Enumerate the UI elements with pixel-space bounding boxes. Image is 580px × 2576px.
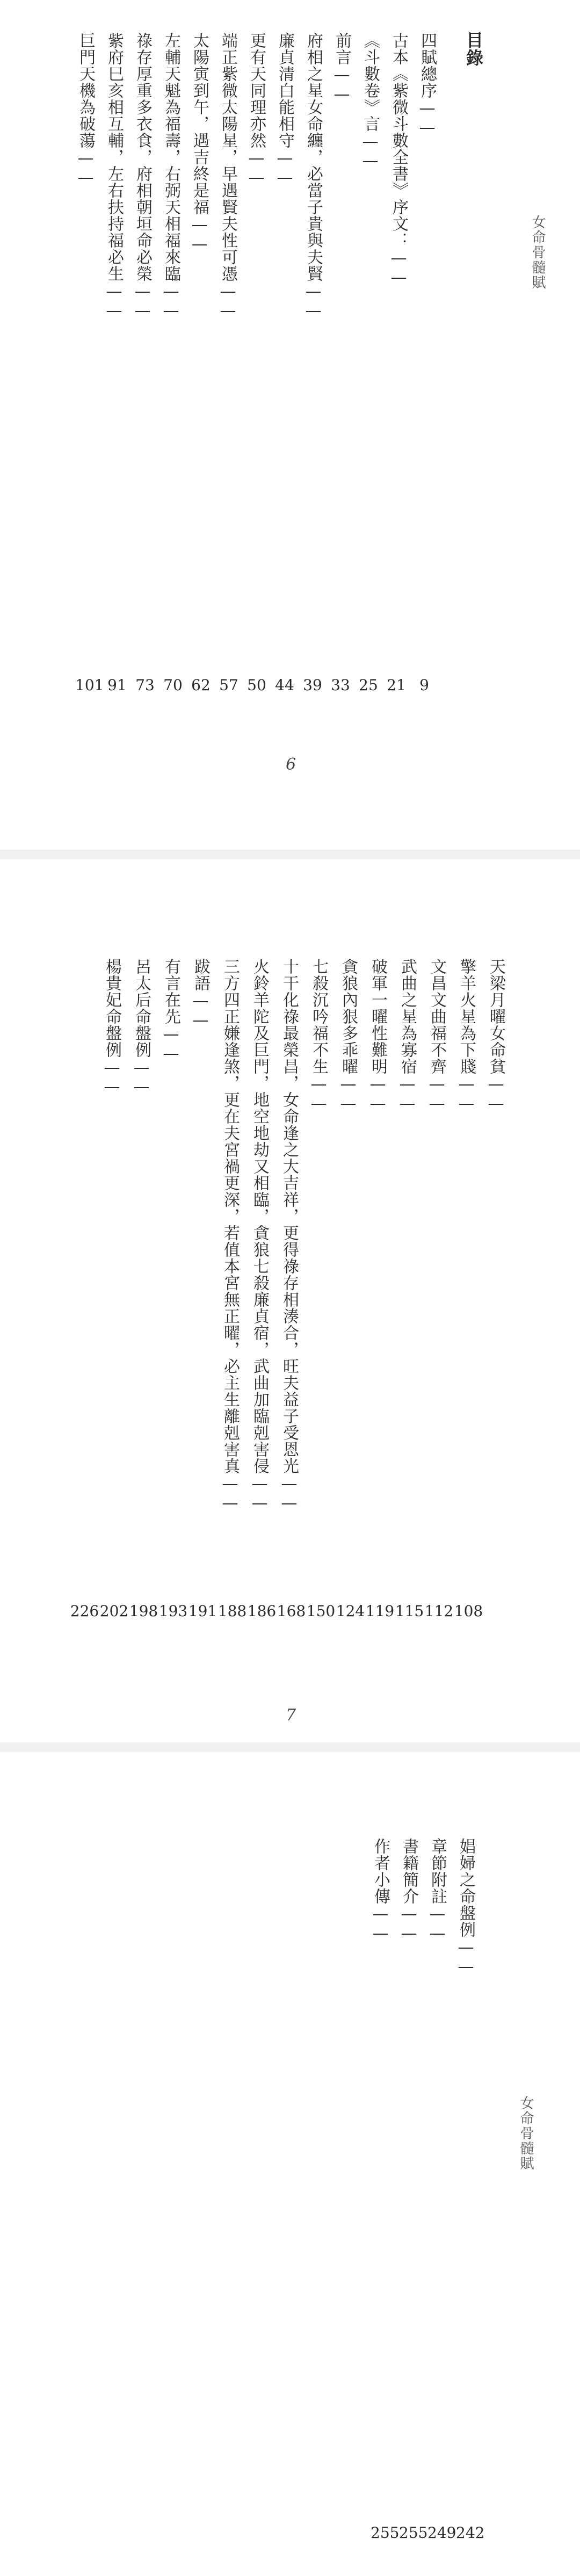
running-head: 女命骨髓賦 [530, 215, 546, 290]
toc-page-1 [0, 0, 580, 850]
toc-entry[interactable]: 作者小傳—— [371, 1838, 390, 1943]
page-number-row [371, 2526, 484, 2541]
page-number: 119 [365, 1602, 395, 1620]
page-number: 193 [158, 1602, 188, 1620]
toc-entry[interactable]: 火鈴羊陀及巨門，地空地劫又相臨，貪狼七殺廉貞宿，武曲加臨剋害侵—— [250, 958, 269, 1513]
toc-entry[interactable]: 十干化祿最榮昌，女命逢之大吉祥，更得祿存相湊合，旺夫益子受恩光—— [280, 958, 299, 1513]
page-number: 57 [219, 676, 238, 694]
page-number: 108 [454, 1602, 483, 1620]
page-number: 255 [399, 2524, 428, 2542]
toc-page-3 [0, 1752, 580, 2576]
page-number: 112 [424, 1602, 454, 1620]
page-number: 168 [277, 1602, 306, 1620]
toc-entry[interactable]: 四賦總序—— [418, 32, 437, 138]
page-number-row [75, 678, 438, 693]
toc-entry[interactable]: 府相之星女命纏，必當子貴與夫賢—— [304, 32, 323, 321]
toc-entry[interactable]: 前言—— [332, 32, 351, 104]
toc-entry[interactable]: 破軍一曜性難明—— [368, 958, 387, 1113]
page-number: 150 [306, 1602, 336, 1620]
page-number: 226 [70, 1602, 99, 1620]
toc-entry[interactable]: 廉貞清白能相守—— [276, 32, 294, 187]
toc-entry[interactable]: 跋語—— [191, 958, 210, 1030]
toc-entry[interactable]: 巨門天機為破蕩—— [76, 32, 95, 187]
folio-number: 7 [286, 1706, 296, 1725]
toc-entry[interactable]: 娼婦之命盤例—— [456, 1838, 475, 1977]
toc-entry[interactable]: 有言在先—— [162, 958, 180, 1063]
page-number: 115 [395, 1602, 424, 1620]
page-number: 9 [419, 676, 429, 694]
page-number: 70 [163, 676, 183, 694]
page-number: 62 [191, 676, 211, 694]
page-number: 255 [371, 2524, 400, 2542]
page-number: 39 [303, 676, 322, 694]
page-number: 249 [427, 2524, 456, 2542]
toc-entry[interactable]: 文昌文曲福不齊—— [427, 958, 446, 1113]
page-number: 202 [99, 1602, 129, 1620]
toc-entry[interactable]: 《斗數卷》言—— [361, 32, 380, 171]
toc-entry[interactable]: 呂太后命盤例—— [132, 958, 151, 1097]
page-number: 242 [456, 2524, 485, 2542]
toc-entry[interactable]: 天梁月曜女命貧—— [487, 958, 505, 1113]
folio-number: 6 [286, 755, 296, 774]
page-number: 188 [218, 1602, 247, 1620]
toc-entry[interactable]: 書籍簡介—— [400, 1838, 418, 1943]
toc-entry[interactable]: 左輔天魁為福壽，右弼天相福來臨—— [162, 32, 180, 321]
page-number: 21 [387, 676, 406, 694]
page-number: 25 [359, 676, 378, 694]
page-number-row [70, 1604, 483, 1619]
toc-entry[interactable]: 擎羊火星為下賤—— [457, 958, 476, 1113]
page-number: 191 [188, 1602, 218, 1620]
toc-entry[interactable]: 武曲之星為寡宿—— [398, 958, 417, 1113]
toc-entry[interactable]: 章節附註—— [428, 1838, 447, 1943]
page-number: 101 [75, 676, 104, 694]
toc-entry[interactable]: 七殺沉吟福不生—— [309, 958, 328, 1113]
toc-entry[interactable]: 太陽寅到午，遇吉終是福—— [190, 32, 209, 254]
page-number: 124 [336, 1602, 365, 1620]
page-number: 198 [129, 1602, 158, 1620]
toc-entry[interactable]: 紫府巳亥相互輔，左右扶持福必生—— [105, 32, 124, 321]
toc-entry[interactable]: 祿存厚重多衣食，府相朝垣命必榮—— [133, 32, 152, 321]
toc-entry[interactable]: 貪狼內狠多乖曜—— [339, 958, 358, 1113]
page-number: 50 [247, 676, 266, 694]
toc-entry[interactable]: 古本《紫微斗數全書》序文：—— [389, 32, 408, 287]
toc-entry[interactable]: 楊貴妃命盤例—— [103, 958, 121, 1097]
toc-entry[interactable]: 端正紫微太陽星，早遇賢夫性可憑—— [219, 32, 237, 321]
toc-heading: 目錄 [463, 31, 484, 67]
page-number: 44 [275, 676, 294, 694]
page-number: 73 [135, 676, 155, 694]
page-number: 33 [331, 676, 350, 694]
toc-entry[interactable]: 三方四正嫌逢煞，更在夫宮禍更深，若值本宮無正曜，必主生離剋害真—— [221, 958, 240, 1513]
page-number: 186 [247, 1602, 277, 1620]
toc-entry[interactable]: 更有天同理亦然—— [247, 32, 266, 187]
toc-page-2 [0, 859, 580, 1742]
running-head: 女命骨髓賦 [518, 2096, 534, 2171]
page-number: 91 [107, 676, 127, 694]
